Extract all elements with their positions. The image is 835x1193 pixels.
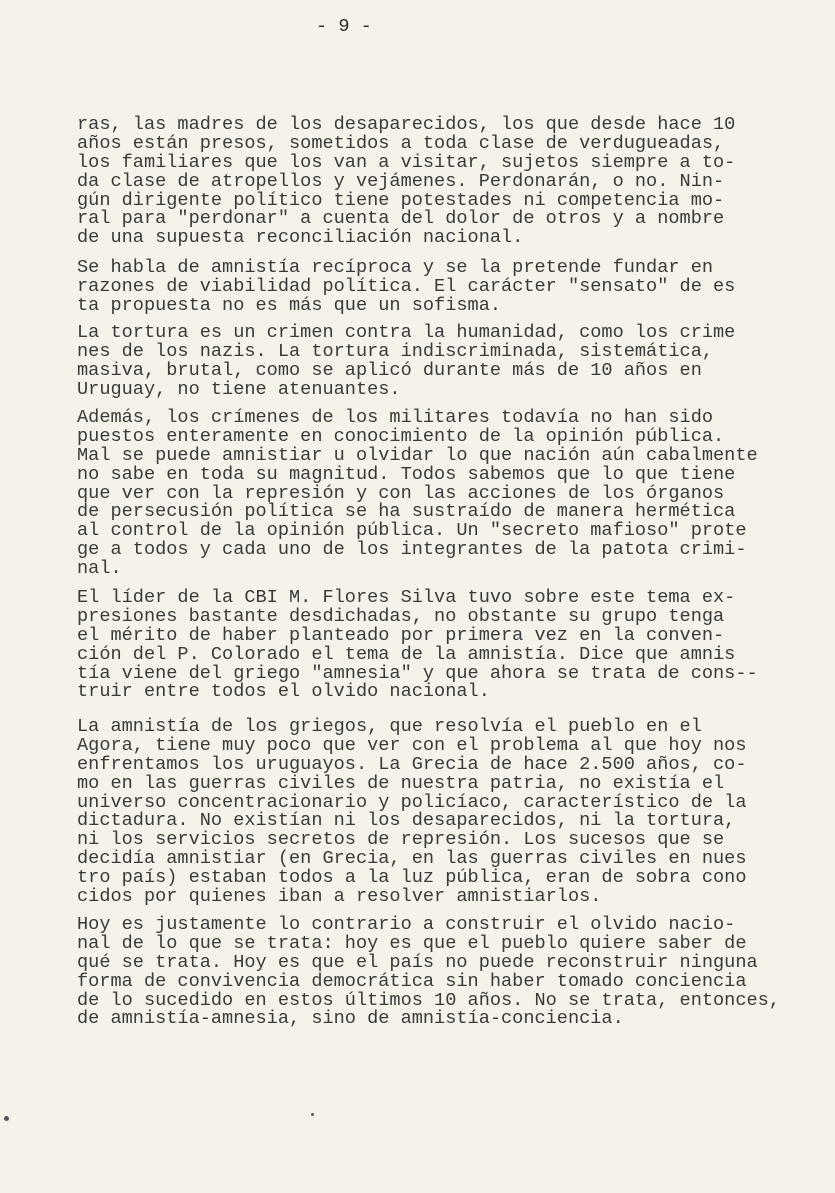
text-line: nes de los nazis. La tortura indiscriminada, sistemática,: [77, 340, 714, 362]
text-line: los familiares que los van a visitar, sujetos siempre a to-: [77, 151, 736, 173]
text-line: que ver con la represión y con las acciones de los órganos: [77, 482, 725, 504]
paragraph: [77, 589, 758, 702]
paper-speck: [4, 1116, 9, 1121]
text-line: de persecusión política se ha sustraído de manera hermética: [77, 501, 736, 523]
text-line: El líder de la CBI M. Flores Silva tuvo sobre este tema ex-: [77, 587, 736, 608]
text-line: de amnistía-amnesia, sino de amnistía-conciencia.: [77, 1008, 624, 1030]
text-line: La amnistía de los griegos, que resolvía el pueblo en el: [77, 716, 702, 737]
text-line: razones de viabilidad política. El carácter "sensato" de es: [77, 275, 736, 297]
text-line: ge a todos y cada uno de los integrantes de la patota crimi-: [77, 539, 747, 561]
text-line: años están presos, sometidos a toda clase de verdugueadas,: [77, 132, 725, 154]
text-line: La tortura es un crimen contra la humanidad, como los crime: [77, 322, 736, 343]
text-line: tía viene del griego "amnesia" y que ahora se trata de cons--: [77, 662, 758, 684]
text-line: forma de convivencia democrática sin haber tomado conciencia: [77, 970, 747, 992]
text-line: no sabe en toda su magnitud. Todos sabemos que lo que tiene: [77, 463, 736, 485]
text-line: Uruguay, no tiene atenuantes.: [77, 378, 401, 400]
paragraph: [77, 324, 735, 400]
text-line: al control de la opinión pública. Un "secreto mafioso" prote: [77, 520, 747, 542]
text-line: masiva, brutal, como se aplicó durante más de 10 años en: [77, 359, 702, 381]
text-line: Se habla de amnistía recíproca y se la pretende fundar en: [77, 257, 714, 278]
text-line: ni los servicios secretos de represión. Los sucesos que se: [77, 829, 725, 851]
text-line: puestos enteramente en conocimiento de la opinión pública.: [77, 425, 725, 447]
text-line: de lo sucedido en estos últimos 10 años. No se trata, entonces,: [77, 989, 780, 1011]
text-line: de una supuesta reconciliación nacional.: [77, 227, 524, 249]
text-line: dictadura. No existían ni los desaparecidos, ni la tortura,: [77, 810, 736, 832]
text-line: decidía amnistiar (en Grecia, en las guerras civiles en nues: [77, 848, 747, 870]
text-line: Mal se puede amnistiar u olvidar lo que nación aún cabalmente: [77, 444, 758, 466]
text-line: el mérito de haber planteado por primera vez en la conven-: [77, 624, 725, 646]
text-line: nal.: [77, 558, 122, 580]
paper-speck: [311, 1113, 314, 1116]
text-line: nal de lo que se trata: hoy es que el pueblo quiere saber de: [77, 932, 747, 954]
paragraph: [77, 116, 735, 248]
paragraph: [77, 409, 758, 579]
text-line: universo concentracionario y policíaco, característico de la: [77, 791, 747, 813]
text-line: mo en las guerras civiles de nuestra patria, no existía el: [77, 772, 725, 794]
paragraph: [77, 916, 780, 1029]
text-line: ral para "perdonar" a cuenta del dolor de otros y a nombre: [77, 208, 725, 230]
text-line: da clase de atropellos y vejámenes. Perdonarán, o no. Nin-: [77, 170, 725, 192]
text-line: ta propuesta no es más que un sofisma.: [77, 294, 502, 316]
text-line: Hoy es justamente lo contrario a construir el olvido nacio-: [77, 914, 736, 935]
paragraph: [77, 259, 735, 316]
text-line: tro país) estaban todos a la luz pública, eran de sobra cono: [77, 867, 747, 889]
text-line: cidos por quienes iban a resolver amnistiarlos.: [77, 886, 602, 908]
text-line: truir entre todos el olvido nacional.: [77, 681, 490, 703]
paragraph: [77, 718, 746, 907]
text-line: presiones bastante desdichadas, no obstante su grupo tenga: [77, 605, 725, 627]
text-line: Agora, tiene muy poco que ver con el problema al que hoy nos: [77, 734, 747, 756]
text-line: qué se trata. Hoy es que el país no puede reconstruir ninguna: [77, 951, 758, 973]
text-line: gún dirigente político tiene potestades ni competencia mo-: [77, 189, 725, 211]
text-line: Además, los crímenes de los militares todavía no han sido: [77, 407, 714, 428]
text-line: ción del P. Colorado el tema de la amnistía. Dice que amnis: [77, 643, 736, 665]
page-number: - 9 -: [316, 16, 372, 37]
text-line: ras, las madres de los desaparecidos, los que desde hace 10: [77, 114, 736, 135]
text-line: enfrentamos los uruguayos. La Grecia de hace 2.500 años, co-: [77, 753, 747, 775]
